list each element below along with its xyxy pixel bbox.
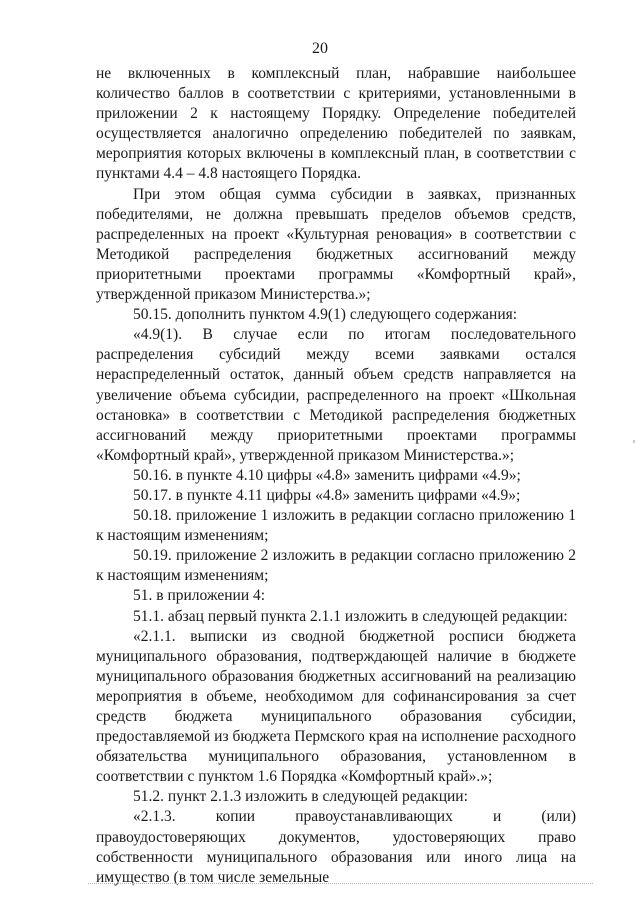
paragraph-subsidy-limit: При этом общая сумма субсидии в заявках, признанных победителями, не должна превышать пределов объемов средств, распределенных на проект «Культурная реновация» в соответствии с Методикой распределения бюджетных ассигнований между приоритетными проектами программы «Комфортный край», утвержденной приказом Министерства.»;: [96, 185, 576, 304]
paragraph-51-2: 51.2. пункт 2.1.3 изложить в следующей редакции:: [133, 788, 468, 806]
paragraph-50-18: 50.18. приложение 1 изложить в редакции согласно приложению 1 к настоящим изменениям;: [96, 507, 576, 545]
paragraph-50-17: 50.17. в пункте 4.11 цифры «4.8» заменить цифрами «4.9»;: [133, 486, 521, 504]
scan-mark: [633, 440, 635, 443]
page-number: 20: [312, 40, 328, 57]
paragraph-51: 51. в приложении 4:: [133, 587, 266, 605]
paragraph-51-1: 51.1. абзац первый пункта 2.1.1 изложить в следующей редакции:: [133, 607, 568, 625]
paragraph-50-15: 50.15. дополнить пунктом 4.9(1) следующего содержания:: [133, 306, 518, 324]
paragraph-2-1-3: «2.1.3. копии правоустанавливающих и (или) правоудостоверяющих документов, удостоверяющих право собственности муниципального образования или иного лица на имущество (в том числе земельные: [96, 808, 576, 886]
paragraph-2-1-1: «2.1.1. выписки из сводной бюджетной росписи бюджета муниципального образования, подтверждающей наличие в бюджете муниципального образования бюджетных ассигнований на реализацию мероприятия в объеме, необходимом для софинансирования за счет средств бюджета муниципального образования субсидии, предоставляемой из бюджета Пермского края на исполнение расходного обязательства муниципального образования, установленном в соответствии с пунктом 1.6 Порядка «Комфортный край».»;: [96, 627, 576, 786]
bottom-divider: [88, 883, 593, 884]
document-body: [96, 64, 576, 888]
paragraph-continuation: не включенных в комплексный план, набравшие наибольшее количество баллов в соответствии с критериями, установленными в приложении 2 к настоящему Порядку. Определение победителей осуществляется аналогично определению победителей по заявкам, мероприятия которых включены в комплексный план, в соответствии с пунктами 4.4 – 4.8 настоящего Порядка.: [96, 65, 576, 183]
paragraph-50-16: 50.16. в пункте 4.10 цифры «4.8» заменить цифрами «4.9»;: [133, 466, 521, 484]
paragraph-50-19: 50.19. приложение 2 изложить в редакции согласно приложению 2 к настоящим изменениям;: [96, 547, 576, 585]
paragraph-4-9-1: «4.9(1). В случае если по итогам последовательного распределения субсидий между всеми заявками остался нераспределенный остаток, данный объем средств направляется на увеличение объема субсидии, распределенного на проект «Школьная остановка» в соответствии с Методикой распределения бюджетных ассигнований между приоритетными проектами программы «Комфортный край», утвержденной приказом Министерства.»;: [96, 326, 576, 464]
